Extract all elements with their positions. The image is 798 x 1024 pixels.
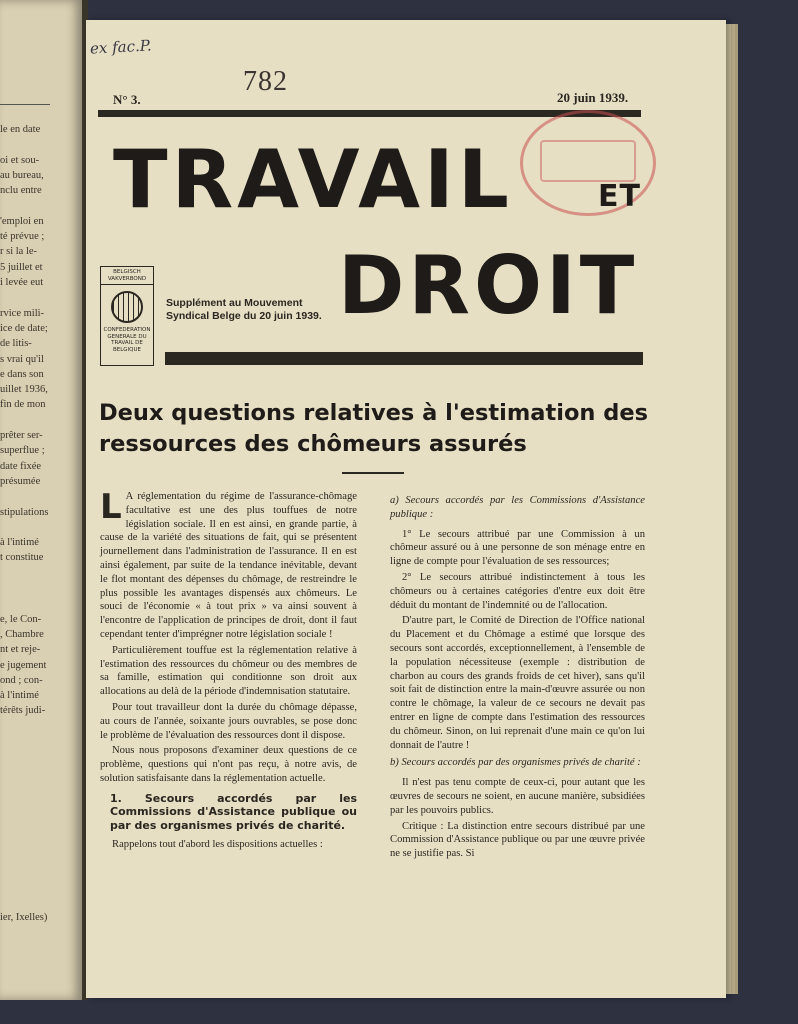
paragraph: Il n'est pas tenu compte de ceux-ci, pour autant que les œuvres de secours ne soient, en aucune manière, subsidiées par les pouvoirs publics. xyxy=(390,777,645,816)
paragraph: Critique : La distinction entre secours distribué par une Commission d'Assistance publique ou par une œuvre privée ne se justifie pas. Si xyxy=(390,820,645,860)
paragraph: Particulièrement touffue est la réglementation relative à l'estimation des ressources du chômeur ou des membres de sa famille, estimation qui conditionne son droit aux allocations au delà de la période d'indemnisation statutaire. xyxy=(100,644,357,698)
left-page-line: fin de mon xyxy=(0,399,46,411)
left-page-line: e dans son xyxy=(0,368,44,380)
subsection-heading: a) Secours accordés par les Commissions d'Assistance publique : xyxy=(390,495,645,520)
section-heading: 1. Secours accordés par les Commissions d'Assistance publique ou par des organismes privés de charité. xyxy=(110,791,357,832)
left-page-line: présumée xyxy=(0,475,41,487)
paragraph: Nous nous proposons d'examiner deux questions de ce problème, questions qui n'ont pas reçu, à notre avis, de solution satisfaisante dans la réglementation actuelle. xyxy=(100,745,357,784)
left-page-line: s vrai qu'il xyxy=(0,353,44,365)
globe-icon xyxy=(111,291,143,323)
paragraph: 2° Le secours attribué indistinctement à tous les chômeurs ou à certaines catégories d'entre eux doit être déduit du montant de l'indemnité ou de l'allocation. xyxy=(390,571,645,611)
left-page-line: de litis- xyxy=(0,338,32,350)
issue-date: 20 juin 1939. xyxy=(557,90,629,105)
left-page-line: 5 juillet et xyxy=(0,261,43,273)
left-page-line: ice de date; xyxy=(0,322,48,334)
left-page-line: 'emploi en xyxy=(0,215,44,227)
article-column-left xyxy=(100,487,357,854)
library-stamp-inner xyxy=(540,140,636,182)
left-page-line: date fixée xyxy=(0,460,42,472)
paragraph-text: A réglementation du régime de l'assurance-chômage facultative est une des plus touffues de notre législation sociale. Il en est ainsi, en grande partie, à cause de la variété des situations de fait, qui se présentent journellement dans l'administration de l'assurance. Il en est ainsi également, par suite de la tendance inévitable, devant le flot montant des dépenses du chômage, de restreindre le plus possible les avantages dispensés aux chômeurs. Le souci de l'économie « à tout prix » va ainsi souvent à l'encontre de l'application de principes de droit, dont il faut cependant tenter d'imprégner notre législation sociale ! xyxy=(100,491,357,640)
left-page-line: superflue ; xyxy=(0,445,45,457)
folio-number: 782 xyxy=(243,66,288,97)
page-edge-3 xyxy=(735,24,738,994)
masthead-travail: TRAVAIL xyxy=(113,133,513,226)
issue-number: N° 3. xyxy=(113,92,141,107)
union-logo xyxy=(100,266,154,366)
drop-cap: L xyxy=(100,487,122,527)
left-page-line: au bureau, xyxy=(0,169,44,181)
left-page-line: rvice mili- xyxy=(0,307,45,319)
article-column-right xyxy=(390,490,645,863)
left-page-line: t constitue xyxy=(0,552,44,564)
left-page-line: uillet 1936, xyxy=(0,384,48,396)
left-page-line: nt et reje- xyxy=(0,644,41,656)
left-page-line: à l'intimé xyxy=(0,537,39,549)
paragraph: D'autre part, le Comité de Direction de l'Office national du Placement et du Chômage a estimé que lorsque des secours sont accordés, exceptionnellement, à l'ensemble de la population nécessiteuse (exemple : distribution de charbon au cours des grands froids de cet hiver), sans qu'il soit fait de distinction entre la main-d'œuvre assurée ou non contre le chômage, la valeur de ce secours ne devait pas entrer en ligne de compte dans l'estimation des ressources du chômeur. Sinon, on lui reprenait d'une main ce qu'on lui donnait de l'autre ! xyxy=(390,615,645,751)
left-page-line: i levée eut xyxy=(0,277,44,288)
left-page-line: le en date xyxy=(0,124,41,135)
left-page-line: prêter ser- xyxy=(0,430,43,441)
left-page-line: , Chambre xyxy=(0,628,44,640)
headline: Deux questions relatives à l'estimation des ressources des chômeurs assurés xyxy=(99,400,649,457)
paragraph: Rappelons tout d'abord les dispositions actuelles : xyxy=(112,839,323,851)
left-page-line: nclu entre xyxy=(0,185,42,197)
left-page-line: stipulations xyxy=(0,506,49,518)
left-page-line: r si la le- xyxy=(0,246,38,258)
masthead-droit: DROIT xyxy=(338,239,639,332)
left-page-line: e, le Con- xyxy=(0,613,42,625)
paragraph: Pour tout travailleur dont la durée du chômage dépasse, au cours de l'année, soixante jours ouvrables, se pose donc le problème de l'évaluation des ressources dont il dispose. xyxy=(100,701,357,741)
paragraph xyxy=(100,487,357,642)
masthead-et: ET xyxy=(598,179,641,214)
headline-rule xyxy=(342,472,404,474)
left-page-line: ond ; con- xyxy=(0,674,43,686)
logo-top-text: BELGISCH VAKVERBOND xyxy=(101,267,153,285)
subsection-heading: b) Secours accordés par des organismes privés de charité : xyxy=(390,757,641,769)
left-page-rule xyxy=(0,104,50,105)
logo-bottom-text: CONFEDERATION GENERALE DU TRAVAIL DE BELGIQUE xyxy=(103,327,151,353)
left-page-bottom-line: ier, Ixelles) xyxy=(0,912,48,923)
paragraph: 1° Le secours attribué par une Commission à un chômeur assuré ou à une personne de son ménage entre en ligne de compte pour l'évaluation de ses ressources; xyxy=(390,528,645,568)
masthead-rule xyxy=(165,352,643,365)
left-page-line: à l'intimé xyxy=(0,690,39,702)
left-page xyxy=(0,0,82,1000)
handwritten-note: ex fac.P. xyxy=(89,36,153,58)
left-page-line: e jugement xyxy=(0,659,47,671)
left-page-line: oi et sou- xyxy=(0,154,40,166)
supplement-note: Supplément au Mouvement Syndical Belge du 20 juin 1939. xyxy=(166,297,322,322)
left-page-line: térêts judi- xyxy=(0,705,46,717)
left-page-line: té prévue ; xyxy=(0,231,45,243)
